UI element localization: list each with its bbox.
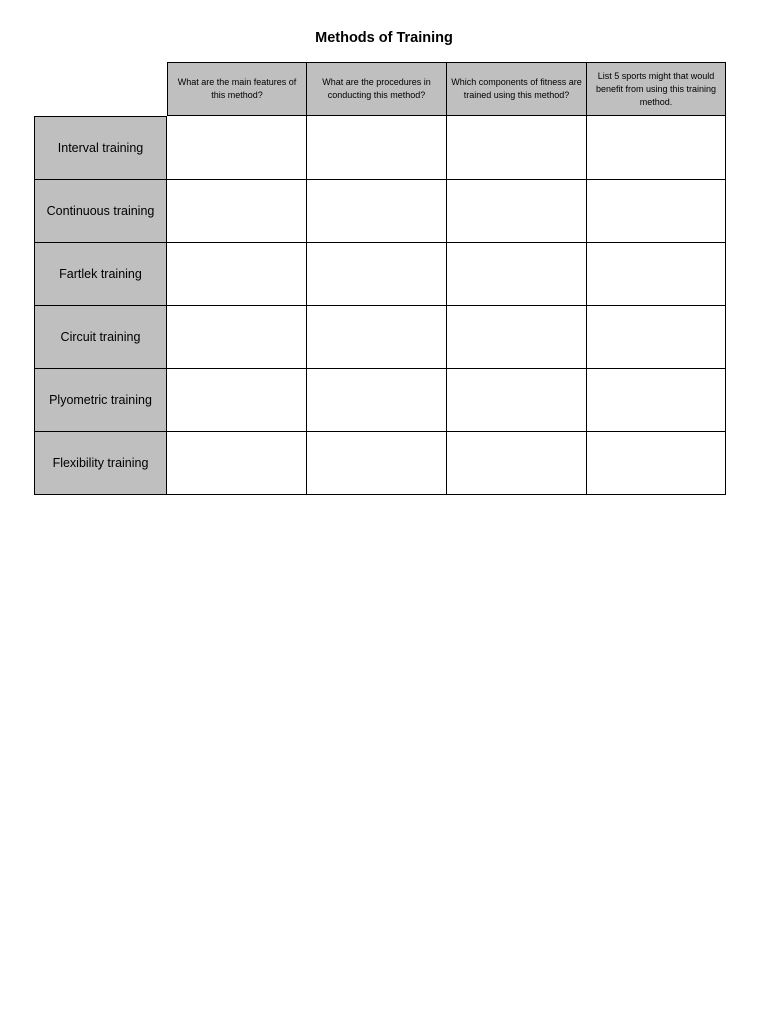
table-cell[interactable] [307, 180, 447, 243]
column-header-components: Which components of fitness are trained using this method? [447, 62, 587, 116]
table-corner [34, 62, 167, 116]
row-header-continuous: Continuous training [34, 180, 167, 243]
table-cell[interactable] [307, 116, 447, 180]
table-cell[interactable] [587, 432, 726, 495]
table-cell[interactable] [447, 243, 587, 306]
table-cell[interactable] [447, 432, 587, 495]
table-cell[interactable] [447, 369, 587, 432]
page-title: Methods of Training [315, 30, 453, 46]
table-cell[interactable] [587, 369, 726, 432]
table-cell[interactable] [447, 306, 587, 369]
table-cell[interactable] [447, 180, 587, 243]
table-cell[interactable] [307, 243, 447, 306]
table-cell[interactable] [587, 306, 726, 369]
table-cell[interactable] [587, 243, 726, 306]
row-header-fartlek: Fartlek training [34, 243, 167, 306]
table-cell[interactable] [167, 432, 307, 495]
column-header-procedures: What are the procedures in conducting this method? [307, 62, 447, 116]
table-cell[interactable] [307, 432, 447, 495]
row-header-interval: Interval training [34, 116, 167, 180]
table-cell[interactable] [167, 180, 307, 243]
table-cell[interactable] [587, 116, 726, 180]
row-header-flexibility: Flexibility training [34, 432, 167, 495]
column-header-features: What are the main features of this method? [167, 62, 307, 116]
table-cell[interactable] [307, 306, 447, 369]
table-cell[interactable] [167, 243, 307, 306]
methods-table [34, 62, 726, 495]
table-cell[interactable] [307, 369, 447, 432]
table-cell[interactable] [167, 306, 307, 369]
table-cell[interactable] [167, 116, 307, 180]
row-header-circuit: Circuit training [34, 306, 167, 369]
table-cell[interactable] [167, 369, 307, 432]
table-cell[interactable] [587, 180, 726, 243]
row-header-plyometric: Plyometric training [34, 369, 167, 432]
column-header-sports: List 5 sports might that would benefit from using this training method. [587, 62, 726, 116]
table-cell[interactable] [447, 116, 587, 180]
